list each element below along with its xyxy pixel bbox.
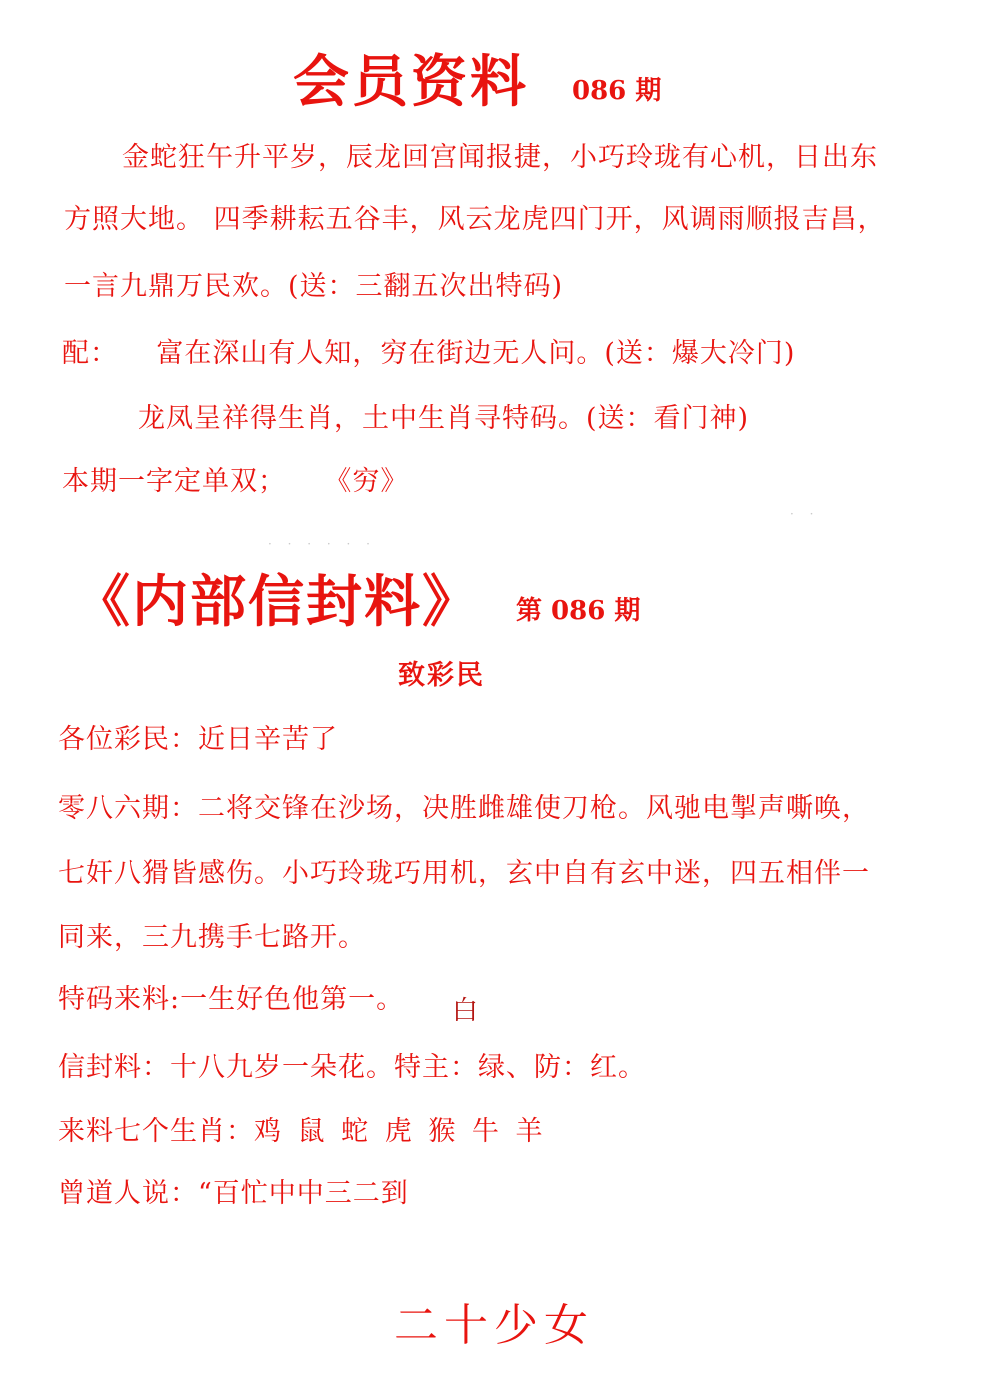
member-pairing-line: 配： 富在深山有人知，穷在街边无人问。(送：爆大冷门) — [62, 338, 796, 369]
member-poem-line-3: 一言九鼎万民欢。(送：三翻五次出特码) — [64, 271, 564, 302]
member-data-issue: 086 期 — [572, 76, 662, 106]
member-poem-line-2: 方照大地。 四季耕耘五谷丰，风云龙虎四门开，风调雨顺报吉昌， — [64, 204, 886, 235]
envelope-subtitle: 致彩民 — [398, 660, 485, 691]
special-code-line: 特码来料:一生好色他第一。 — [58, 984, 405, 1015]
member-poem-line-1: 金蛇狂午升平岁，辰龙回宫闻报捷，小巧玲珑有心机，日出东 — [122, 142, 878, 173]
scan-specks: · · · · · · — [268, 537, 376, 551]
envelope-poem-line-2: 七奸八猾皆感伤。小巧玲珑巧用机，玄中自有玄中迷，四五相伴一 — [58, 858, 870, 889]
member-single-char-line: 本期一字定单双； 《穷》 — [62, 466, 409, 497]
member-zodiac-line: 龙凤呈祥得生肖，土中生肖寻特码。(送：看门神) — [138, 403, 750, 434]
member-data-title: 会员资料 — [293, 49, 529, 115]
envelope-title: 《内部信封料》 — [74, 569, 480, 635]
envelope-material-line: 信封料：十八九岁一朵花。特主：绿、防：红。 — [58, 1052, 646, 1083]
stray-character: 白 — [452, 996, 479, 1026]
scan-specks-right: · · — [790, 507, 820, 521]
envelope-poem-line-3: 同来，三九携手七路开。 — [58, 922, 366, 953]
envelope-greeting: 各位彩民：近日辛苦了 — [58, 724, 338, 755]
envelope-poem-line-1: 零八六期：二将交锋在沙场，决胜雌雄使刀枪。风驰电掣声嘶唤， — [58, 793, 870, 824]
envelope-issue: 第 086 期 — [516, 596, 641, 626]
taoist-saying-line: 曾道人说：“百忙中中三二到 — [58, 1178, 409, 1209]
seven-zodiac-line: 来料七个生肖：鸡 鼠 蛇 虎 猴 牛 羊 — [58, 1116, 544, 1147]
footer-phrase: 二十少女 — [394, 1300, 594, 1351]
